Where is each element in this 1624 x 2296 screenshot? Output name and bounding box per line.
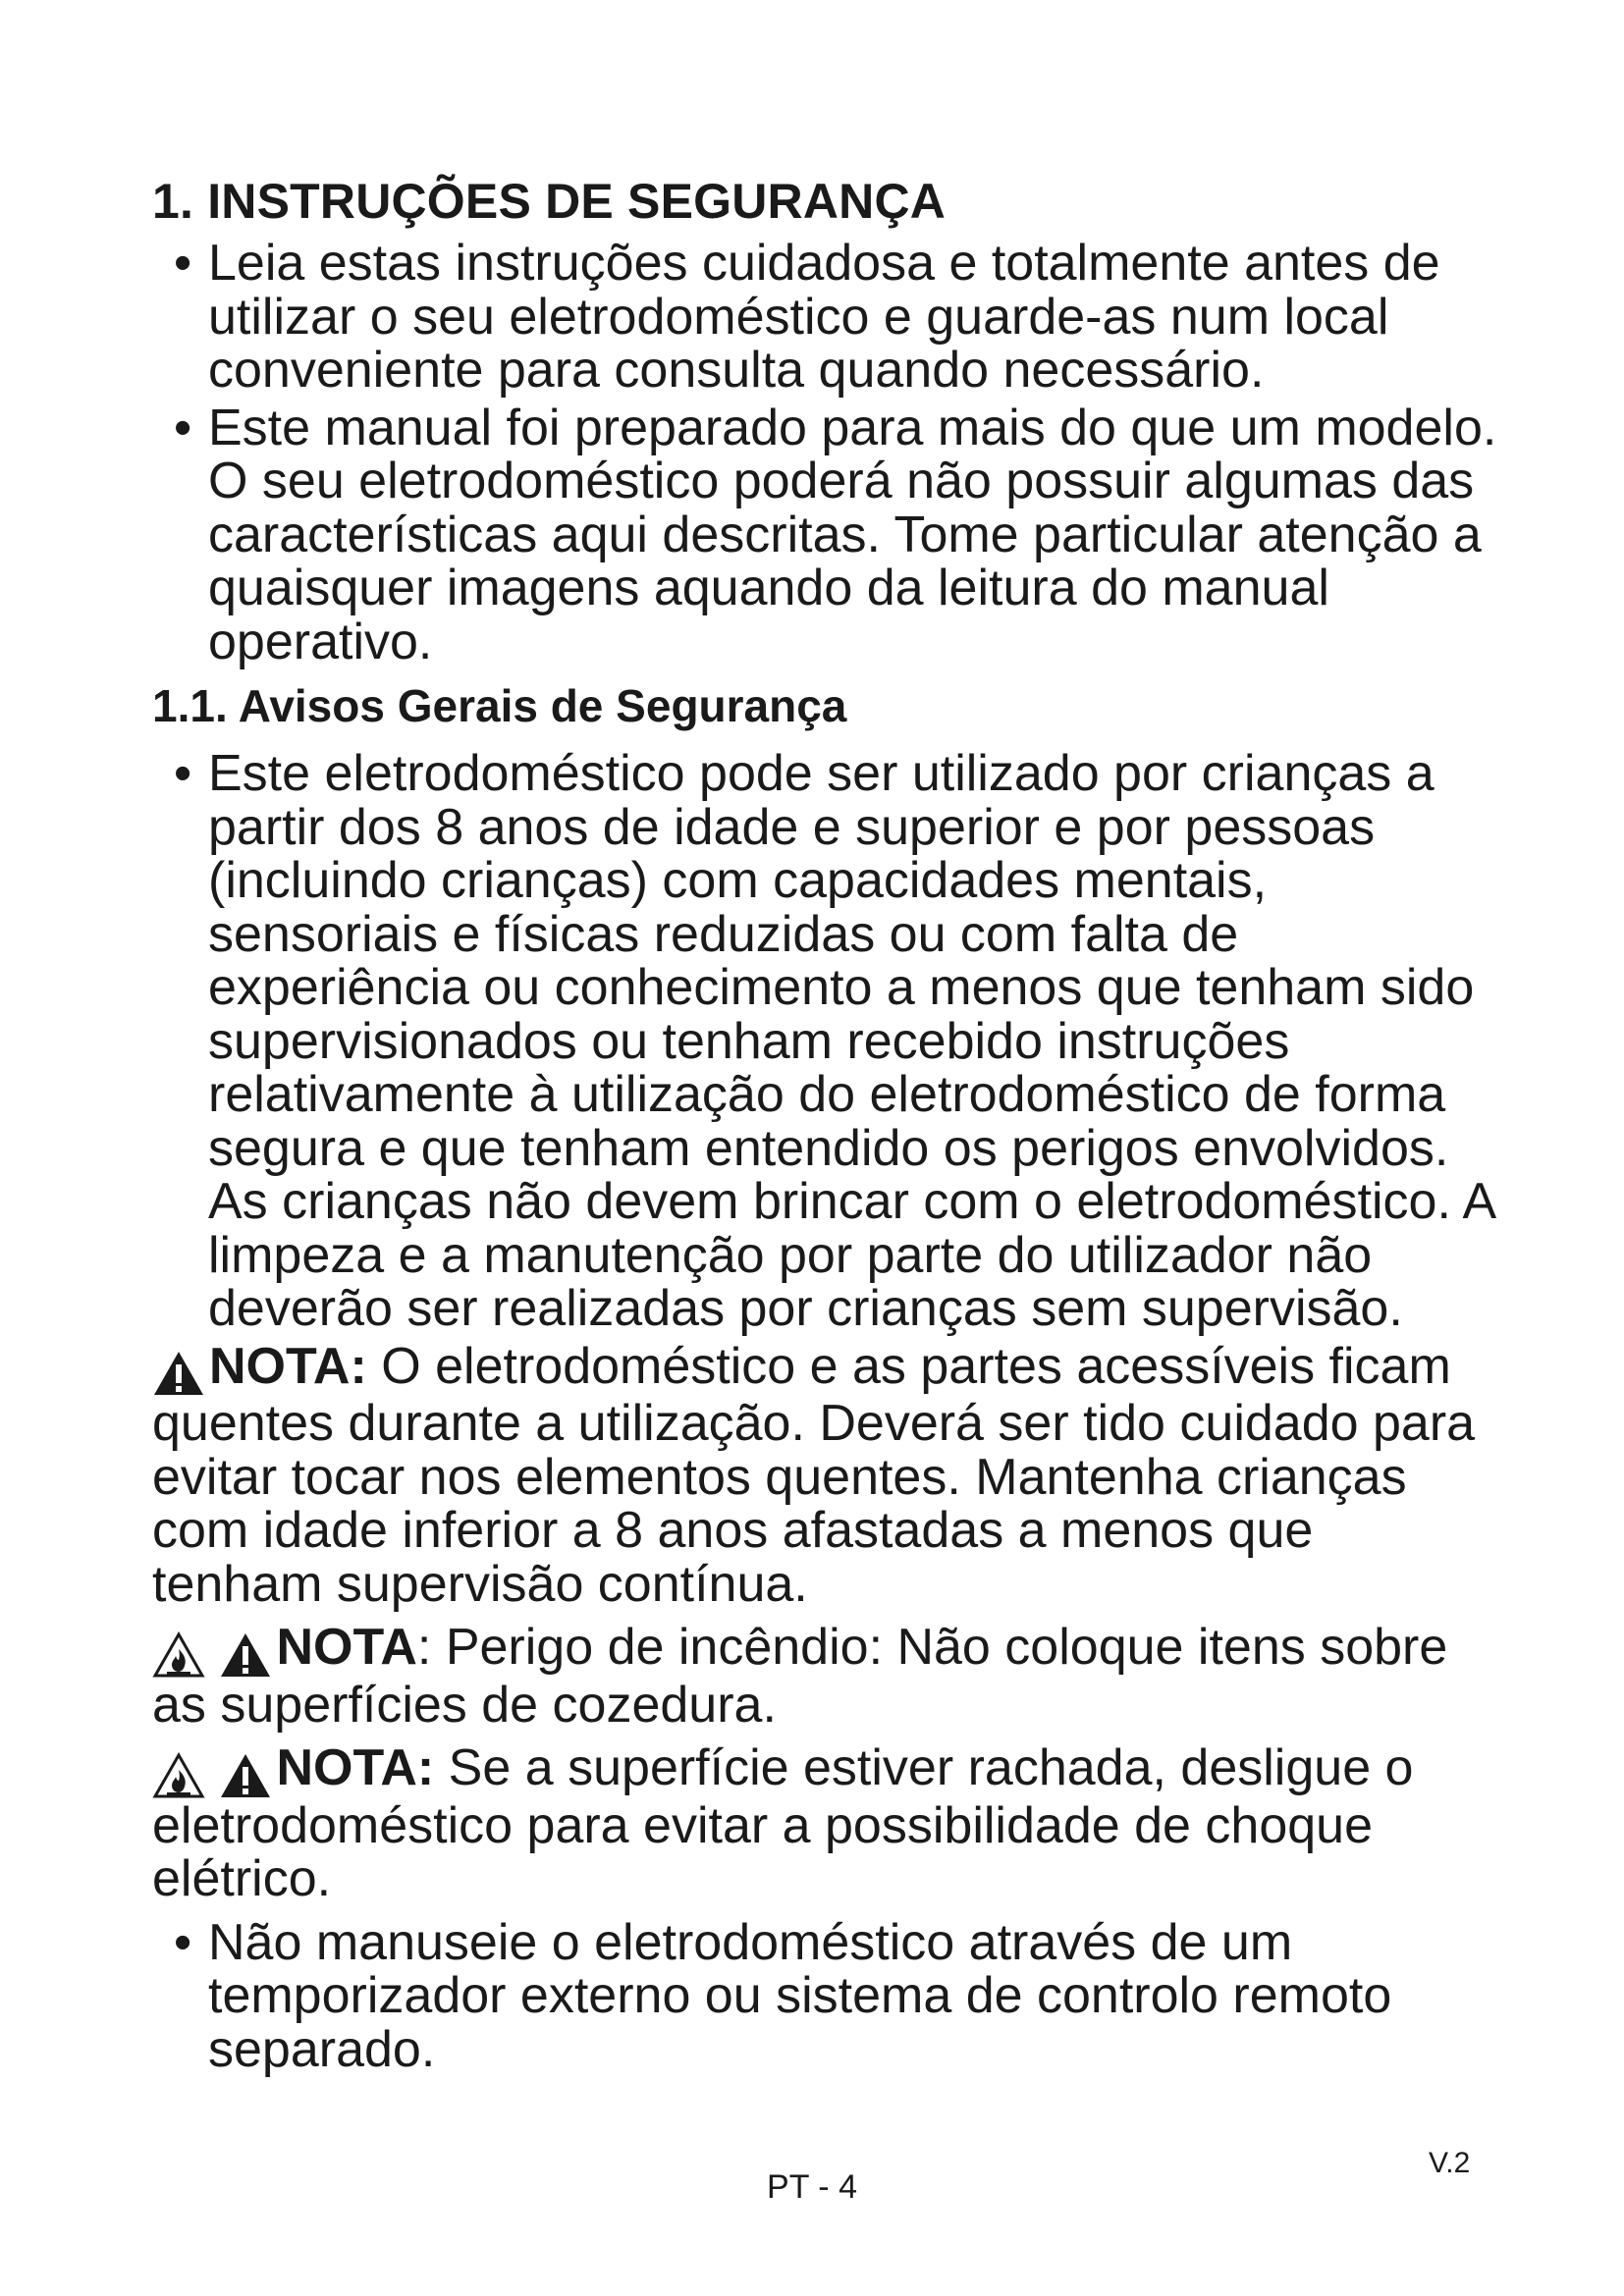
note-text: O eletrodoméstico e as partes acessíveis ficam quentes durante a utilização. Deverá ser tido cuidado para evitar tocar nos elementos quentes. Mantenha crianças com idade inferior a 8 anos afastadas a menos que tenham supervisão contínua. [152,1337,1476,1613]
bullet-text: Não manuseie o eletrodoméstico através de um temporizador externo ou sistema de controlo remoto separado. [208,1913,1392,2078]
note-text: : Perigo de incêndio: Não coloque itens sobre as superfícies de cozedura. [152,1619,1448,1734]
warning-triangle-icon [152,1350,205,1397]
list-item [152,401,1497,669]
note-label: NOTA: [276,1739,435,1796]
list-item [152,237,1497,398]
note-text: Se a superfície estiver rachada, desligue o eletrodoméstico para evitar a possibilidade de choque elétrico. [152,1739,1414,1907]
fire-hazard-icon [152,1631,205,1679]
note-cracked-surface [152,1741,1497,1906]
note-fire-hazard [152,1621,1497,1732]
bullet-marker: • [174,1913,192,1971]
note-hot-surfaces [152,1337,1497,1613]
section-title: 1. INSTRUÇÕES DE SEGURANÇA [152,174,947,229]
bullet-marker: • [174,399,192,456]
list-item [152,1913,1497,2078]
bullet-marker: • [174,745,192,802]
bullet-text: Este manual foi preparado para mais do que um modelo. O seu eletrodoméstico poderá não possuir algumas das características aqui descritas. Tome particular atenção a quaisquer imagens aquando da leitura do manual operativo. [208,399,1497,670]
note-label: NOTA: [209,1337,367,1395]
list-item [152,747,1497,1336]
version-label: V.2 [1429,2147,1471,2179]
fire-hazard-icon [152,1752,205,1799]
warning-triangle-icon [219,1631,272,1679]
manual-page [152,172,1497,2080]
warning-triangle-icon [219,1752,272,1799]
bullet-text: Este eletrodoméstico pode ser utilizado por crianças a partir dos 8 anos de idade e superior e por pessoas (incluindo crianças) com capacidades mentais, sensoriais e físicas reduzidas ou com falta de experiência ou conhecimento a menos que tenham sido supervisionados ou tenham recebido instruções relativamente à utilização do eletrodoméstico de forma segura e que tenham entendido os perigos envolvidos. As crianças não devem brincar com o eletrodoméstico. A limpeza e a manutenção por parte do utilizador não deverão ser realizadas por crianças sem supervisão. [208,745,1494,1337]
bullet-marker: • [174,235,192,292]
page-number: PT - 4 [767,2168,857,2206]
bullet-text: Leia estas instruções cuidadosa e totalmente antes de utilizar o seu eletrodoméstico e guarde-as num local conveniente para consulta quando necessário. [208,235,1440,399]
note-label: NOTA [276,1619,417,1676]
subsection-title: 1.1. Avisos Gerais de Segurança [152,680,847,731]
